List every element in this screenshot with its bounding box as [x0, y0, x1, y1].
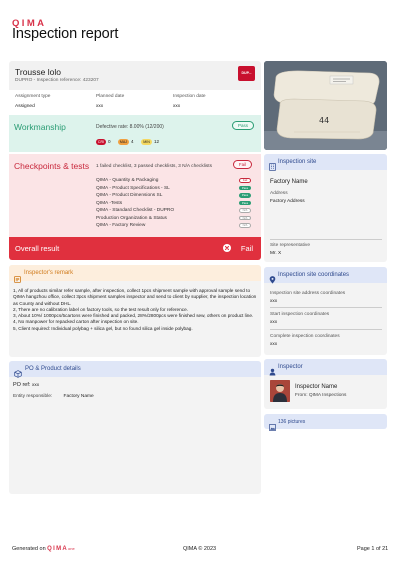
site-rep-label: Site representative — [270, 243, 310, 248]
inspection-date-label: Inspection date — [173, 94, 206, 99]
site-coordinates-section — [264, 267, 387, 355]
checklist-label: QIMA - Standard Checklist - DUPRO — [96, 208, 175, 213]
checkpoints-section — [9, 154, 261, 237]
overall-result-label: Overall result — [15, 244, 60, 253]
checklist-status: Pass — [239, 201, 251, 206]
remark-body — [13, 288, 259, 332]
minor-count: 12 — [154, 139, 160, 144]
inspector-avatar — [270, 380, 290, 402]
image-icon — [269, 418, 276, 436]
remark-line: 1, All of products similar refer sample, after inspection, collect 1pcs shipment sample with approval sample send to QIMA hangzhou office, collect 3pcs shipment samples inspector and send to client by supplier, the inspection location as County and without DHL. — [13, 288, 257, 306]
pictures-link[interactable] — [264, 414, 387, 429]
po-title: PO & Product details — [25, 366, 81, 372]
summary-meta — [9, 90, 261, 113]
product-photo[interactable] — [264, 61, 387, 150]
divider — [270, 239, 382, 240]
footer-logo: QIMA — [47, 546, 69, 552]
po-ref — [13, 382, 39, 388]
po-ref-label: PO ref: — [13, 382, 31, 388]
address-coords-value: xxx — [270, 299, 278, 304]
checklist-label: QIMA - Product Dimensions SL — [96, 193, 163, 198]
checklist-row[interactable] — [96, 185, 255, 192]
building-icon — [269, 158, 276, 176]
checklist-row[interactable] — [96, 222, 255, 229]
remark-line: 2, There are no calibration label on factory tools, so the test result only for reference. — [13, 306, 189, 312]
assignment-type-label: Assignment type — [15, 94, 51, 99]
major-count: 4 — [131, 139, 134, 144]
site-title: Inspection site — [278, 159, 317, 165]
checklist-status: Pass — [239, 186, 251, 191]
client-badge: DUP... — [238, 66, 255, 81]
inspection-date — [173, 94, 206, 109]
footer-page-number: Page 1 of 21 — [357, 546, 389, 552]
inspector-section — [264, 359, 387, 409]
inspector-name: Inspector Name — [295, 384, 338, 390]
major-chip: MAJ — [119, 140, 128, 144]
product-photo-image — [264, 61, 387, 150]
remark-line: 3, About 10%/ 1000pcs/5cartons were finished and packed, 28%/2800pcs were finished sew, others on product line. — [13, 313, 254, 319]
checklist-label: QIMA -Tests — [96, 200, 123, 206]
inspection-date-value: xxx — [173, 104, 181, 109]
checklist-label: QIMA - Product Specifications - SL — [96, 185, 170, 191]
footer-generated — [12, 546, 75, 552]
remark-line: 4, No manpower for repacked carton after inspection on site. — [13, 319, 139, 325]
svg-text:44: 44 — [319, 116, 330, 125]
workmanship-result-badge: Pass — [232, 121, 254, 130]
address-coords-label: Inspection site address coordinates — [270, 291, 346, 296]
fail-x-icon — [223, 244, 231, 252]
inspector-header — [264, 359, 387, 375]
factory-name: Factory Name — [270, 179, 308, 185]
box-icon — [14, 365, 22, 383]
inspection-site-section — [264, 154, 387, 262]
start-coords-label: Start inspection coordinates — [270, 312, 330, 317]
checklist-status: Fail — [239, 178, 251, 183]
user-icon — [269, 363, 276, 381]
minor-chip: MIN — [141, 139, 152, 145]
summary-card — [9, 61, 261, 90]
checklist-status: Pass — [239, 193, 251, 198]
checklist-label: QIMA - Quantity & Packaging — [96, 178, 159, 183]
critical-count: 0 — [108, 139, 111, 144]
checklist-status: N/A — [239, 216, 251, 221]
site-header — [264, 154, 387, 170]
generated-on-label: Generated on — [12, 546, 46, 552]
inspection-reference: DUPRO - Inspection reference: 423207 — [15, 78, 99, 83]
site-rep-value: Mr. X — [270, 251, 282, 256]
po-header — [9, 361, 261, 377]
assignment-type — [15, 94, 50, 109]
pictures-count: 136 pictures — [278, 419, 306, 425]
qima-logo — [12, 13, 47, 29]
planned-date — [96, 94, 124, 109]
inspector-remark-section — [9, 265, 261, 357]
critical-chip: CRI — [97, 140, 105, 144]
checkpoints-title: Checkpoints & tests — [14, 161, 90, 171]
remark-icon — [14, 270, 21, 288]
entity-responsible — [13, 394, 94, 399]
entity-label: Entity responsible: — [13, 394, 53, 399]
product-name: Trousse lolo — [15, 67, 61, 77]
remark-line: 5, Client required: Individual polybag + silica gel, but no found silica gel inside polybag. — [13, 325, 193, 331]
location-pin-icon — [269, 271, 276, 289]
complete-coords-value: xxx — [270, 342, 278, 347]
logo-text: QIMA — [12, 18, 47, 29]
po-ref-value: xxx — [31, 383, 40, 388]
assignment-type-value: Assigned — [15, 104, 35, 109]
planned-date-label: Planned date — [96, 94, 125, 99]
coords-title: Inspection site coordinates — [278, 272, 350, 278]
remark-title: Inspector's remark — [24, 270, 74, 276]
divider — [270, 307, 382, 308]
coords-header — [264, 267, 387, 283]
inspector-from: From: QIMA Inspections — [295, 393, 347, 398]
checklist-row[interactable] — [96, 177, 255, 184]
checkpoints-result-badge: Fail — [233, 160, 252, 169]
address-value: Factory Address — [270, 199, 305, 204]
defective-rate: Defective rate: 8.00% (12/200) — [96, 124, 164, 130]
remark-header — [9, 265, 261, 281]
checklist-row[interactable] — [96, 215, 255, 222]
divider — [270, 329, 382, 330]
checklist-row[interactable] — [96, 207, 255, 214]
checklist-row[interactable] — [96, 192, 255, 199]
start-coords-value: xxx — [270, 320, 278, 325]
checkpoints-summary: 1 failed checklist, 3 passed checklists, 3 N/A checklists — [96, 164, 212, 169]
inspector-title: Inspector — [278, 364, 303, 370]
overall-result-value: Fail — [240, 244, 253, 253]
checklist-label: QIMA - Factory Review — [96, 223, 146, 228]
complete-coords-label: Complete inspection coordinates — [270, 334, 340, 339]
overall-result-bar — [9, 237, 261, 260]
checklist-status: N/A — [239, 223, 251, 228]
page-title: Inspection report — [12, 26, 119, 42]
planned-date-value: xxx — [96, 104, 104, 109]
address-label: Address — [270, 191, 288, 196]
footer-copyright: QIMA © 2023 — [183, 546, 217, 552]
checklist-status: N/A — [239, 208, 251, 213]
footer-logo-suffix: one — [68, 546, 75, 551]
po-product-section — [9, 361, 261, 494]
workmanship-title: Workmanship — [14, 122, 66, 132]
checklist-row[interactable] — [96, 200, 255, 207]
workmanship-section — [9, 115, 261, 152]
checklist-label: Production Organization & Status — [96, 215, 167, 221]
entity-value: Factory Name — [63, 394, 94, 399]
